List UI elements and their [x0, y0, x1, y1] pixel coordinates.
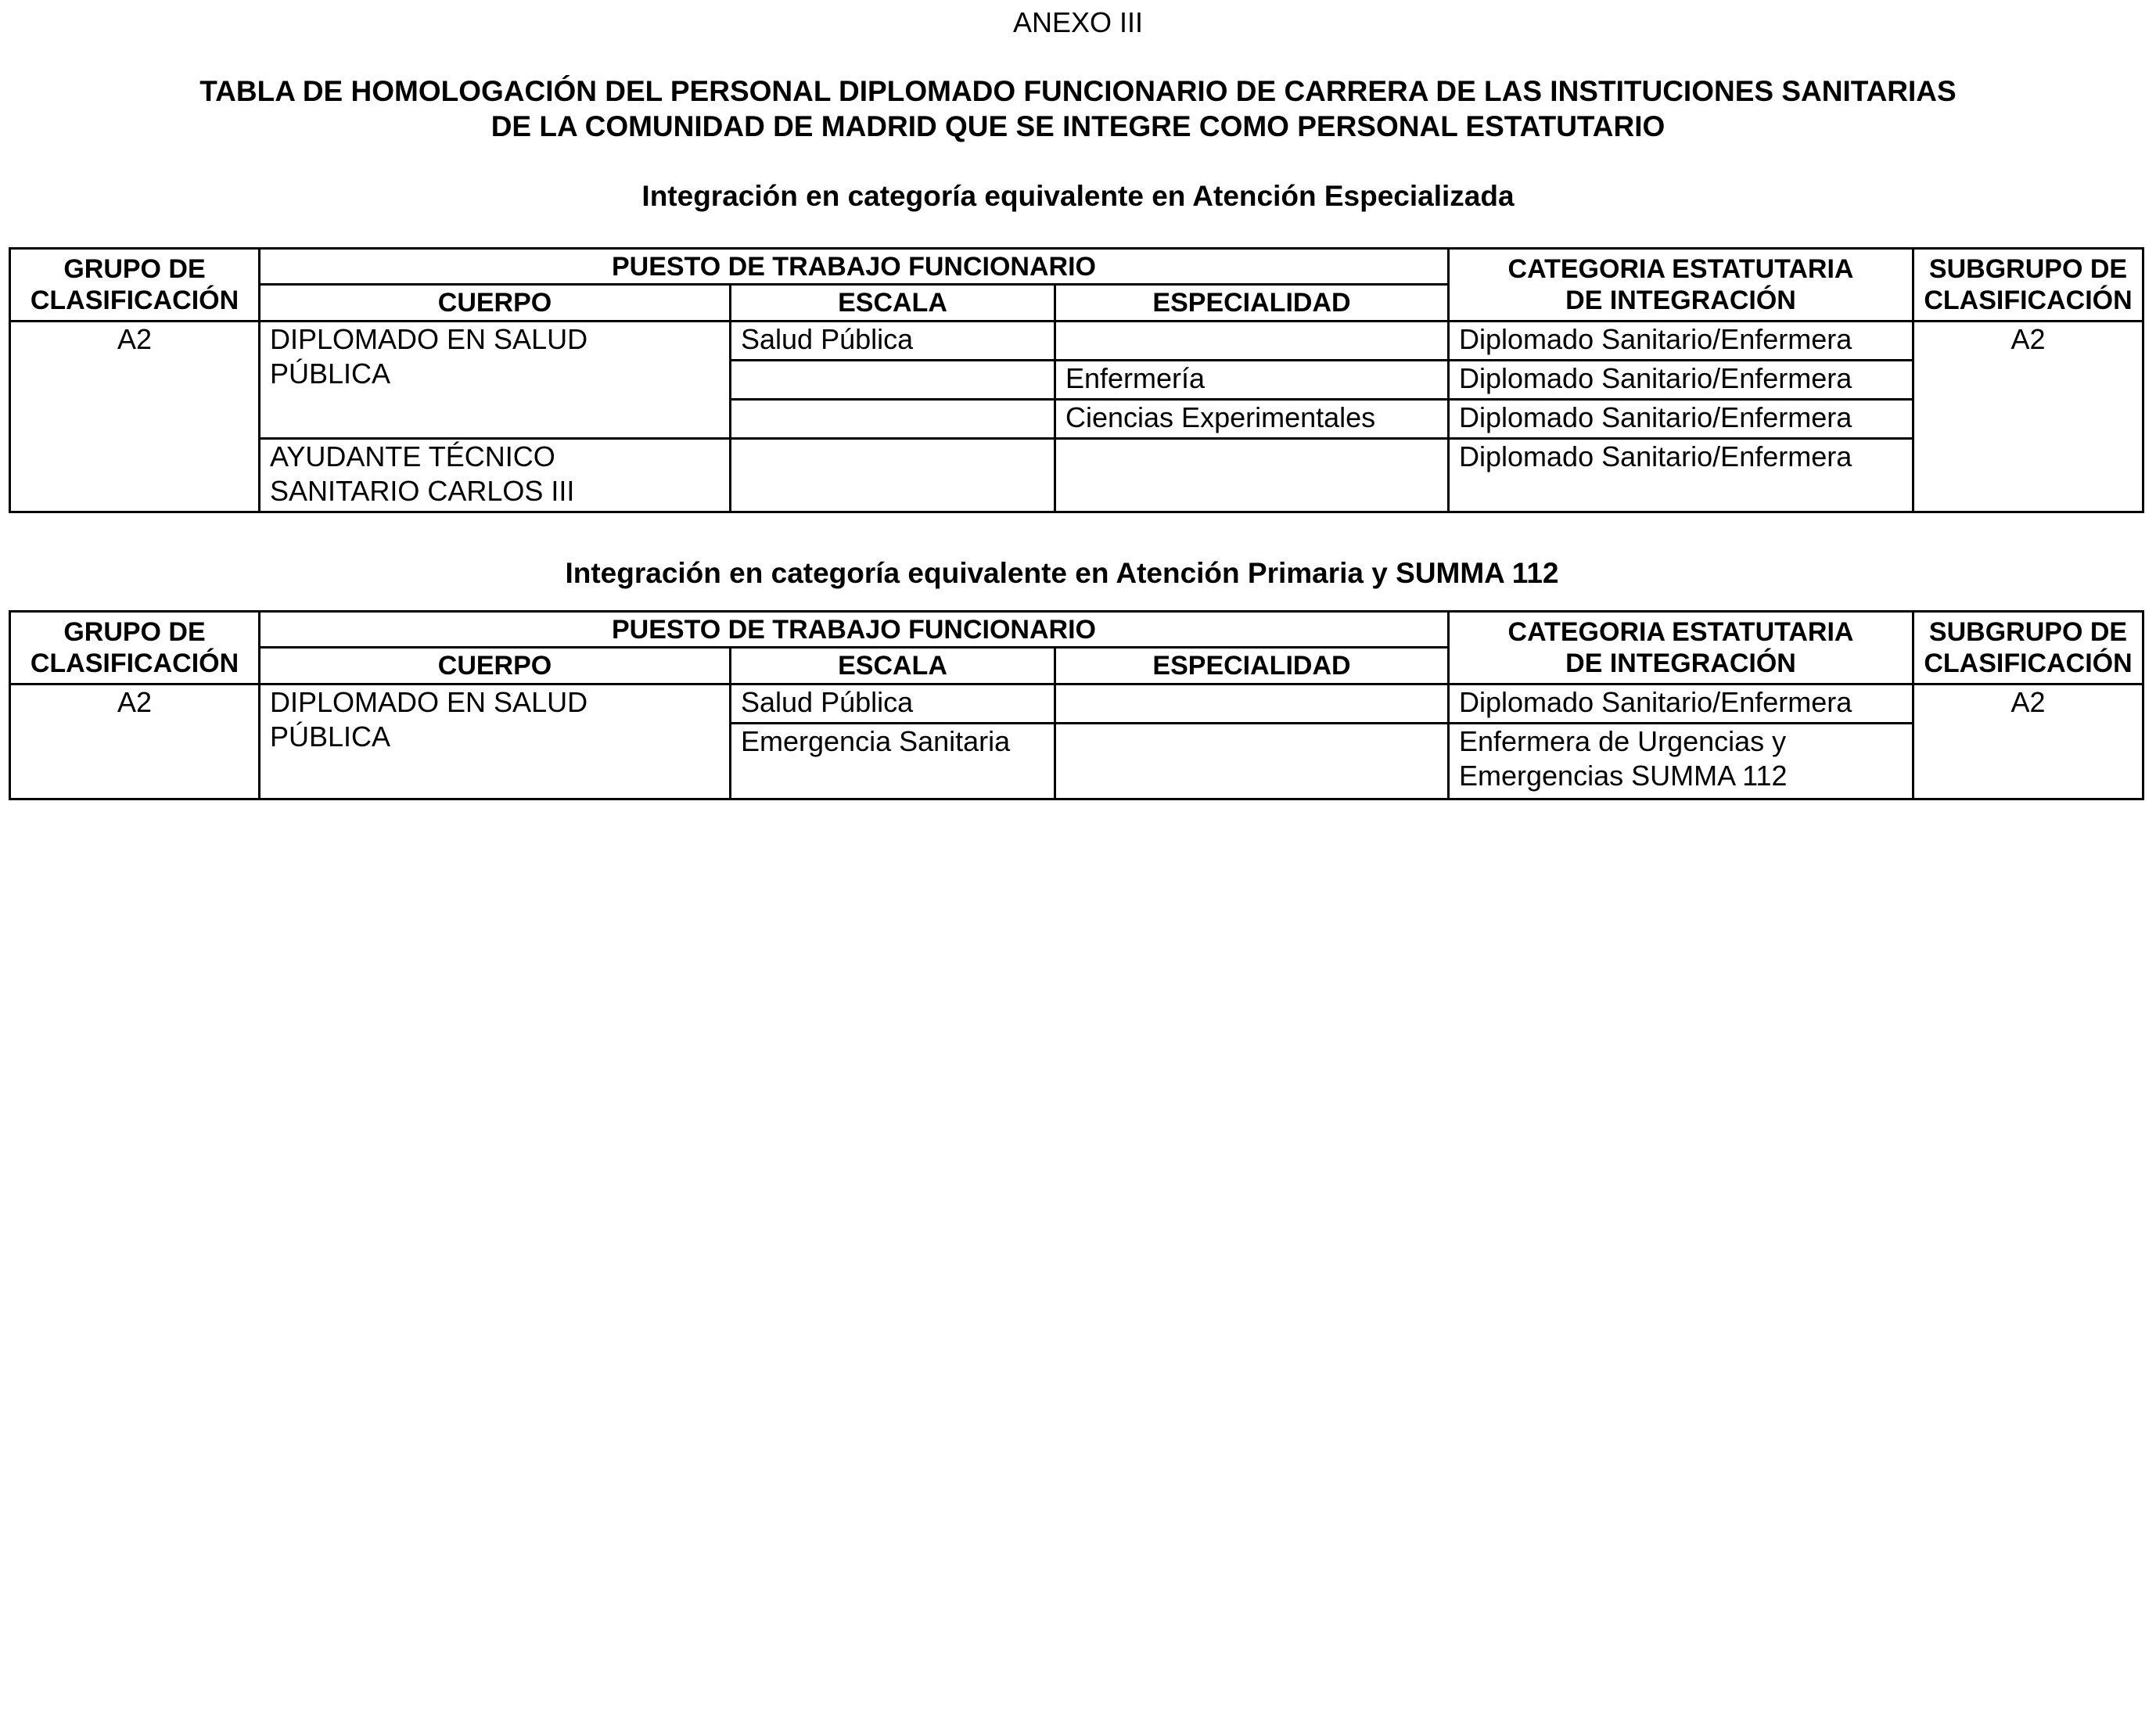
cell-escala: Salud Pública	[731, 322, 1055, 361]
table-row	[10, 684, 2143, 724]
title-line-2: DE LA COMUNIDAD DE MADRID QUE SE INTEGRE COMO PERSONAL ESTATUTARIO	[490, 110, 1666, 142]
header-cuerpo: CUERPO	[260, 648, 731, 684]
cell-especialidad: Enfermería	[1055, 361, 1449, 400]
cell-cuerpo: AYUDANTE TÉCNICO SANITARIO CARLOS III	[260, 439, 731, 512]
cell-categoria: Enfermera de Urgencias y Emergencias SUMMA 112	[1449, 724, 1913, 799]
cell-subgrupo: A2	[1913, 684, 2143, 799]
cell-grupo: A2	[10, 322, 260, 512]
cell-categoria: Diplomado Sanitario/Enfermera	[1449, 400, 1913, 439]
table-atencion-especializada	[9, 247, 2144, 513]
cell-subgrupo: A2	[1913, 322, 2143, 512]
cell-especialidad	[1055, 439, 1449, 512]
header-grupo: GRUPO DE CLASIFICACIÓN	[10, 612, 260, 684]
annex-label: ANEXO III	[1012, 6, 1144, 38]
cell-grupo: A2	[10, 684, 260, 799]
table-atencion-primaria	[9, 610, 2144, 800]
section-2-title: Integración en categoría equivalente en Atención Primaria y SUMMA 112	[565, 557, 1559, 589]
cell-especialidad	[1055, 724, 1449, 799]
cell-especialidad: Ciencias Experimentales	[1055, 400, 1449, 439]
cell-escala	[731, 400, 1055, 439]
cell-escala: Emergencia Sanitaria	[731, 724, 1055, 799]
header-especialidad: ESPECIALIDAD	[1055, 648, 1449, 684]
header-categoria: CATEGORIA ESTATUTARIA DE INTEGRACIÓN	[1449, 612, 1913, 684]
header-puesto: PUESTO DE TRABAJO FUNCIONARIO	[260, 249, 1449, 285]
header-cuerpo: CUERPO	[260, 285, 731, 322]
cell-cuerpo: DIPLOMADO EN SALUD PÚBLICA	[260, 322, 731, 439]
cell-escala: Salud Pública	[731, 684, 1055, 724]
header-subgrupo: SUBGRUPO DE CLASIFICACIÓN	[1913, 249, 2143, 322]
header-subgrupo: SUBGRUPO DE CLASIFICACIÓN	[1913, 612, 2143, 684]
header-escala: ESCALA	[731, 285, 1055, 322]
header-especialidad: ESPECIALIDAD	[1055, 285, 1449, 322]
cell-categoria: Diplomado Sanitario/Enfermera	[1449, 684, 1913, 724]
header-puesto: PUESTO DE TRABAJO FUNCIONARIO	[260, 612, 1449, 648]
cell-escala	[731, 439, 1055, 512]
cell-escala	[731, 361, 1055, 400]
table-row	[10, 322, 2143, 361]
header-escala: ESCALA	[731, 648, 1055, 684]
cell-especialidad	[1055, 684, 1449, 724]
cell-categoria: Diplomado Sanitario/Enfermera	[1449, 322, 1913, 361]
header-grupo: GRUPO DE CLASIFICACIÓN	[10, 249, 260, 322]
document-title	[0, 74, 2156, 144]
cell-categoria: Diplomado Sanitario/Enfermera	[1449, 361, 1913, 400]
cell-categoria: Diplomado Sanitario/Enfermera	[1449, 439, 1913, 512]
header-categoria: CATEGORIA ESTATUTARIA DE INTEGRACIÓN	[1449, 249, 1913, 322]
title-line-1: TABLA DE HOMOLOGACIÓN DEL PERSONAL DIPLOMADO FUNCIONARIO DE CARRERA DE LAS INSTITUCIONES SANITARIAS	[199, 75, 1957, 107]
cell-especialidad	[1055, 322, 1449, 361]
cell-cuerpo: DIPLOMADO EN SALUD PÚBLICA	[260, 684, 731, 799]
table-row	[10, 439, 2143, 512]
section-1-title: Integración en categoría equivalente en Atención Especializada	[641, 180, 1515, 212]
